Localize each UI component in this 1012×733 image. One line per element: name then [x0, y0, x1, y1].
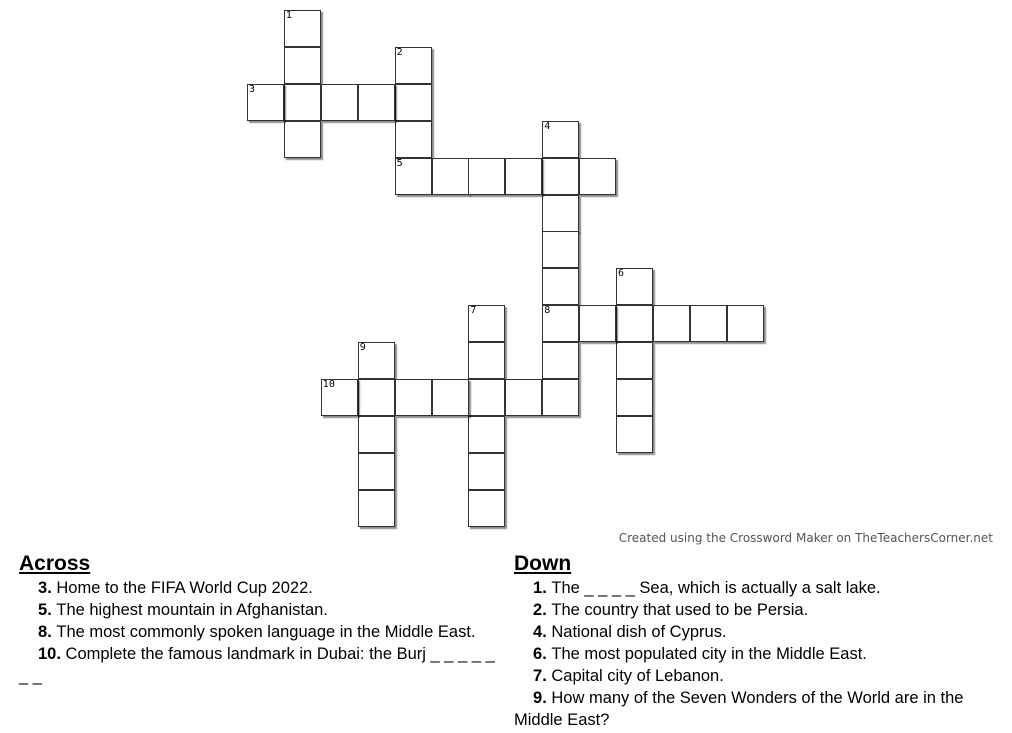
clue-number: 5 . [38, 601, 56, 619]
clue-text: Home to the FIFA World Cup 2022. [56, 579, 313, 597]
clue-number: 6 . [533, 645, 551, 663]
grid-cell[interactable] [542, 158, 579, 195]
grid-cell[interactable] [653, 305, 690, 342]
grid-cell[interactable] [468, 453, 505, 490]
grid-cell[interactable] [358, 490, 395, 527]
clue-text: The most populated city in the Middle East. [551, 645, 867, 663]
down-clue-list [514, 577, 994, 731]
down-clues [514, 551, 994, 731]
grid-cell[interactable] [579, 305, 616, 342]
grid-cell[interactable] [395, 158, 432, 195]
clue-number: 8 . [38, 623, 56, 641]
grid-cell[interactable] [505, 379, 542, 416]
grid-cell[interactable] [284, 47, 321, 84]
grid-cell[interactable] [247, 84, 284, 121]
grid-cell[interactable] [542, 231, 579, 268]
down-heading: Down [514, 552, 572, 575]
across-clue [19, 599, 499, 621]
clue-text: The highest mountain in Afghanistan. [56, 601, 328, 619]
grid-cell[interactable] [579, 158, 616, 195]
cell-number: 10 [322, 379, 335, 390]
cell-number: 6 [618, 268, 625, 280]
across-clue [19, 643, 499, 687]
cell-number: 3 [249, 83, 256, 95]
clue-number: 7 . [533, 667, 551, 685]
grid-cell[interactable] [284, 121, 321, 158]
cell-number: 2 [396, 46, 403, 58]
grid-cell[interactable] [358, 453, 395, 490]
grid-cell[interactable] [432, 379, 469, 416]
clue-text: How many of the Seven Wonders of the World are in the Middle East? [514, 689, 964, 729]
cell-number: 1 [285, 10, 292, 21]
grid-cell[interactable] [468, 416, 505, 453]
grid-cell[interactable] [395, 379, 432, 416]
grid-cell[interactable] [358, 84, 395, 121]
grid-cell[interactable] [690, 305, 727, 342]
down-clue [514, 599, 994, 621]
clue-number: 10 . [38, 645, 66, 663]
grid-cell[interactable] [432, 158, 469, 195]
grid-cell[interactable] [468, 342, 505, 379]
grid-cell[interactable] [542, 195, 579, 232]
grid-cell[interactable] [505, 158, 542, 195]
grid-cell[interactable] [321, 379, 358, 416]
credit-text: Created using the Crossword Maker on TheTeachersCorner.net [618, 531, 993, 545]
grid-cell[interactable] [616, 416, 653, 453]
grid-cell[interactable] [616, 268, 653, 305]
grid-cell[interactable] [395, 84, 432, 121]
grid-cell[interactable] [727, 305, 764, 342]
grid-cell[interactable] [284, 84, 321, 121]
clue-number: 2 . [533, 601, 551, 619]
grid-cell[interactable] [358, 342, 395, 379]
across-clue [19, 621, 499, 643]
grid-cell[interactable] [468, 305, 505, 342]
down-clue [514, 643, 994, 665]
grid-cell[interactable] [358, 416, 395, 453]
down-clue [514, 577, 994, 599]
cell-number: 9 [359, 342, 366, 354]
clue-text: Capital city of Lebanon. [551, 667, 724, 685]
grid-cell[interactable] [616, 342, 653, 379]
cell-number: 7 [470, 305, 477, 317]
grid-cell[interactable] [542, 342, 579, 379]
down-clue [514, 687, 994, 731]
clue-text: National dish of Cyprus. [551, 623, 727, 641]
clue-text: The most commonly spoken language in the Middle East. [56, 623, 476, 641]
grid-cell[interactable] [616, 305, 653, 342]
grid-cell[interactable] [358, 379, 395, 416]
grid-cell[interactable] [542, 305, 579, 342]
clue-text: The country that used to be Persia. [551, 601, 809, 619]
cell-number: 4 [544, 120, 551, 132]
grid-cell[interactable] [395, 121, 432, 158]
across-clue-list [19, 577, 499, 687]
cell-number: 5 [396, 157, 403, 169]
cell-number: 8 [544, 305, 551, 317]
clue-number: 1 . [533, 579, 551, 597]
clue-number: 3 . [38, 579, 56, 597]
across-clue [19, 577, 499, 599]
across-clues [19, 551, 499, 687]
clue-number: 4 . [533, 623, 551, 641]
grid-cell[interactable] [321, 84, 358, 121]
clue-number: 9 . [533, 689, 551, 707]
down-clue [514, 665, 994, 687]
grid-cell[interactable] [468, 490, 505, 527]
grid-cell[interactable] [542, 121, 579, 158]
grid-cell[interactable] [284, 10, 321, 47]
grid-cell[interactable] [468, 158, 505, 195]
across-heading: Across [19, 552, 91, 575]
grid-cell[interactable] [616, 379, 653, 416]
grid-cell[interactable] [542, 268, 579, 305]
grid-cell[interactable] [395, 47, 432, 84]
clue-text: The _ _ _ _ Sea, which is actually a salt lake. [551, 579, 881, 597]
clue-text: Complete the famous landmark in Dubai: the Burj _ _ _ _ _ _ _ [19, 645, 495, 685]
grid-cell[interactable] [542, 379, 579, 416]
down-clue [514, 621, 994, 643]
grid-cell[interactable] [468, 379, 505, 416]
